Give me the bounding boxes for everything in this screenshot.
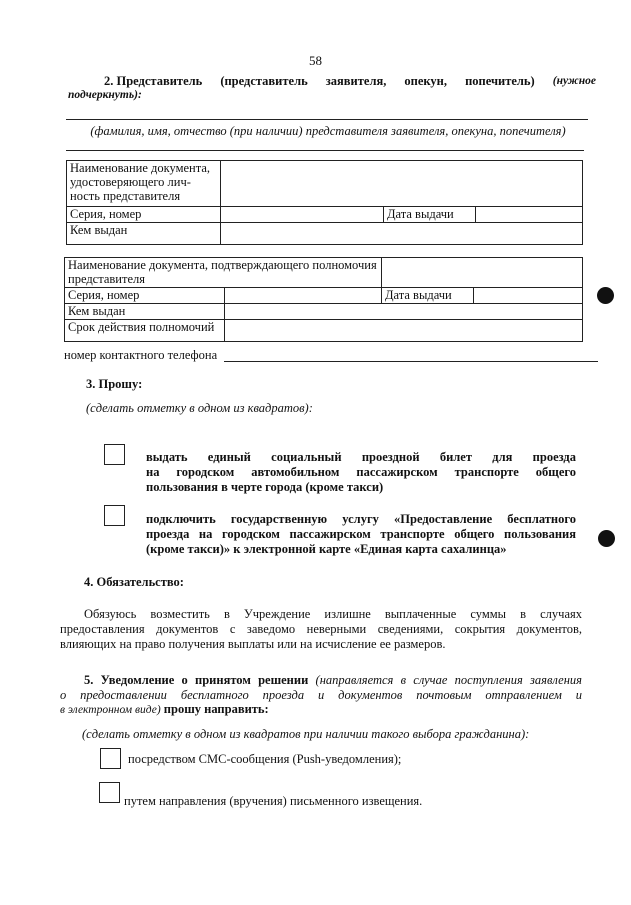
notification-instruction: (сделать отметку в одном из квадратов при наличии такого выбора гражданина): <box>82 727 530 741</box>
representative-role-1: (представитель <box>220 74 308 88</box>
notification-line3-italic: в электронном виде) <box>60 704 161 716</box>
representative-id-table <box>66 160 583 245</box>
id-series-field[interactable] <box>221 207 384 223</box>
request-option1-line2: на городском автомобильном пассажирском транспорте общего <box>146 465 576 479</box>
id-date-label: Дата выдачи <box>384 207 476 223</box>
auth-doc-label-text: Наименование документа, подтверждающего полномочия представителя <box>68 258 377 286</box>
phone-label: номер контактного телефона <box>64 348 218 362</box>
notify-letter-checkbox[interactable] <box>99 782 120 803</box>
representative-heading: 2. Представитель <box>104 74 203 88</box>
representative-role-3: опекун, <box>404 74 448 88</box>
id-doc-label: Наименование документа, удостоверяющего лич-ность представителя <box>67 161 221 207</box>
fio-caption: (фамилия, имя, отчество (при наличии) представителя заявителя, опекуна, попечителя) <box>90 124 566 138</box>
auth-series-label: Серия, номер <box>65 288 225 304</box>
notify-letter-label: путем направления (вручения) письменного извещения. <box>124 794 423 808</box>
notification-line1 <box>84 673 582 688</box>
hole-punch-mark <box>598 530 615 547</box>
notify-sms-label: посредством СМС-сообщения (Push-уведомления); <box>128 752 402 766</box>
notification-line2: о предоставлении бесплатного проезда и документов почтовым отправлением и <box>60 688 582 702</box>
obligation-line3: влияющих на право получения выплаты или на исчисление ее размеров. <box>60 637 446 651</box>
notification-line3-bold: прошу направить: <box>163 702 269 716</box>
auth-term-field[interactable] <box>225 320 583 342</box>
request-option2-line1: подключить государственную услугу «Предоставление бесплатного <box>146 512 576 526</box>
request-instruction: (сделать отметку в одном из квадратов): <box>86 401 313 415</box>
representative-note-cont: подчеркнуть): <box>68 89 142 101</box>
auth-doc-label <box>65 258 382 288</box>
phone-input-line[interactable] <box>224 361 598 362</box>
auth-date-field[interactable] <box>474 288 583 304</box>
representative-heading-line <box>104 74 596 89</box>
notification-line3 <box>60 702 269 718</box>
fio-input-line[interactable] <box>66 119 588 120</box>
auth-issued-field[interactable] <box>225 304 583 320</box>
authority-doc-table <box>64 257 583 342</box>
auth-doc-field[interactable] <box>382 258 583 288</box>
representative-note: (нужное <box>552 75 596 87</box>
auth-series-field[interactable] <box>225 288 382 304</box>
request-option2-line2: проезда на городском пассажирском транспорте общего пользования <box>146 527 576 541</box>
representative-role-4: попечитель) <box>465 74 535 88</box>
obligation-line2: предоставления документов с заведомо неверными сведениями, сокрытия документов, <box>60 622 582 636</box>
request-option2-line3: (кроме такси)» к электронной карте «Единая карта сахалинца» <box>146 542 507 556</box>
request-option1-line1: выдать единый социальный проездной билет для проезда <box>146 450 576 464</box>
request-heading: 3. Прошу: <box>86 377 143 391</box>
auth-date-label: Дата выдачи <box>382 288 474 304</box>
id-doc-field[interactable] <box>221 161 583 207</box>
obligation-heading: 4. Обязательство: <box>84 575 184 589</box>
representative-role-2: заявителя, <box>325 74 387 88</box>
auth-term-label: Срок действия полномочий <box>65 320 225 342</box>
obligation-line1: Обязуюсь возместить в Учреждение излишне выплаченные суммы в случаях <box>84 607 582 621</box>
page-number: 58 <box>309 53 322 68</box>
id-issued-label: Кем выдан <box>67 223 221 245</box>
request-option1-checkbox[interactable] <box>104 444 125 465</box>
hole-punch-mark <box>597 287 614 304</box>
notification-note-line1: (направляется в случае поступления заявления <box>315 673 582 687</box>
id-date-field[interactable] <box>476 207 583 223</box>
notification-heading: 5. Уведомление о принятом решении <box>84 673 309 687</box>
id-issued-field[interactable] <box>221 223 583 245</box>
auth-issued-label: Кем выдан <box>65 304 225 320</box>
id-series-label: Серия, номер <box>67 207 221 223</box>
notify-sms-checkbox[interactable] <box>100 748 121 769</box>
separator-line <box>66 150 584 151</box>
request-option1-line3: пользования в черте города (кроме такси) <box>146 480 384 494</box>
request-option2-checkbox[interactable] <box>104 505 125 526</box>
